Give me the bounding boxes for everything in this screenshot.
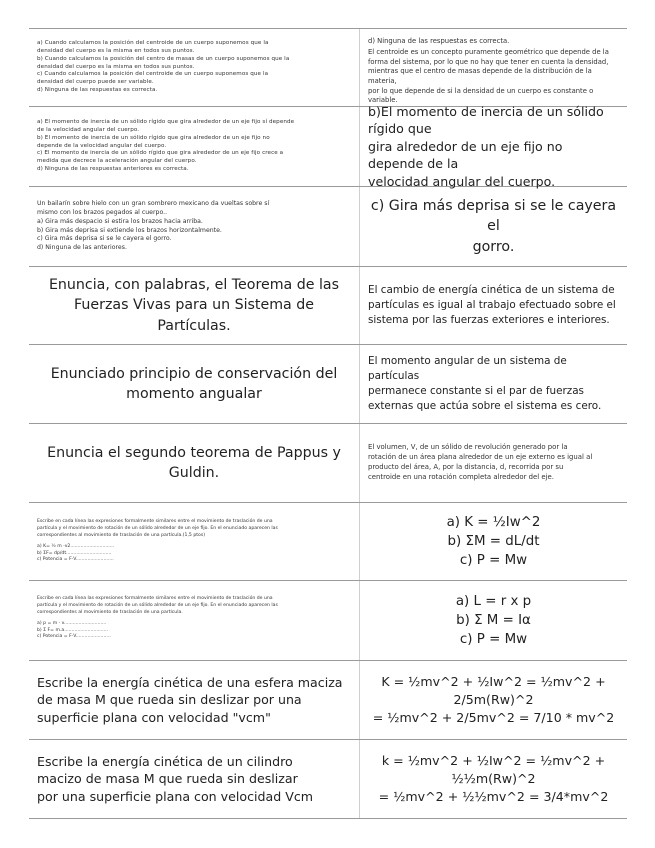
question-line: c) El momento de inercia de un sólido rígido que gira alrededor de un eje fijo crece a <box>37 150 284 157</box>
answer-line: por lo que depende de si la densidad de un cuerpo es constante o variable. <box>368 86 594 105</box>
answer-cell <box>360 267 627 344</box>
flashcard <box>29 267 627 344</box>
question-line: densidad del cuerpo es la misma en todos sus puntos. <box>37 63 195 70</box>
question-line: momento angualar <box>126 386 262 402</box>
question-line: a) Cuando calculamos la posición del centroide de un cuerpo suponemos que la <box>37 39 269 46</box>
question-line: Escribe en cada línea las expresiones formalmente similares entre el movimiento de traslación de una <box>37 519 273 524</box>
question-line: a) El momento de inercia de un sólido rígido que gira alrededor de un eje fijo sí depende <box>37 118 295 125</box>
flashcard <box>29 104 627 189</box>
answer-line: b) Σ M = Iα <box>456 612 531 628</box>
answer-line: c) Gira más deprisa si se le cayera el <box>370 198 617 235</box>
question-line: b) Gira más deprisa si extiende los brazos horizontalmente. <box>37 226 222 234</box>
answer-line: a) K = ½Iw^2 <box>446 514 541 530</box>
question-item: b) ΣF= dp/dt............................... <box>37 550 112 556</box>
question-line: medida que decrece la aceleración angular del cuerpo. <box>37 158 197 165</box>
question-line: Enuncia el segundo teorema de Pappus y <box>47 444 341 461</box>
question-line: Enuncia, con palabras, el Teorema de las <box>48 277 340 294</box>
question-line: depende de la velocidad angular del cuerpo. <box>37 142 167 149</box>
question-line: b) El momento de inercia de un sólido rígido que gira alrededor de un eje fijo no <box>37 134 270 141</box>
answer-cell <box>360 345 627 423</box>
question-line: densidad del cuerpo es la misma en todos sus puntos. <box>37 47 195 54</box>
answer-cell <box>360 187 627 266</box>
question-line: a) Gira más despacio si estira los brazos hacia arriba. <box>37 217 203 225</box>
question-line: Fuerzas Vivas para un Sistema de <box>74 297 314 314</box>
question-cell <box>29 107 359 186</box>
answer-line: a) L = r x p <box>455 593 532 609</box>
question-line: densidad del cuerpo puede ser variable. <box>37 79 154 86</box>
question-item: b) Σ F= m.a.............................. <box>37 627 109 633</box>
answer-line: = ½mv^2 + 2/5mv^2 = 7/10 * mv^2 <box>372 710 615 726</box>
answer-line: forma del sistema, por lo que no hay que tener en cuenta la densidad, <box>368 57 609 66</box>
answer-cell <box>360 104 627 189</box>
answer-line: b) ΣM = dL/dt <box>447 533 540 549</box>
answer-line: partículas es igual al trabajo efectuado sobre el <box>368 298 616 311</box>
question-line: d) Ninguna de las anteriores. <box>37 244 127 252</box>
answer-cell <box>360 581 627 660</box>
answer-cell <box>360 503 627 580</box>
flashcard <box>29 424 627 502</box>
question-line: Un bailarín sobre hielo con un gran sombrero mexicano da vueltas sobre sí <box>37 200 270 208</box>
answer-line: rotación de un área plana alrededor de un eje externo es igual al <box>368 453 593 462</box>
question-cell <box>29 740 359 818</box>
question-line: Partículas. <box>157 317 231 334</box>
question-cell <box>29 345 359 423</box>
answer-line: K = ½mv^2 + ½Iw^2 = ½mv^2 + 2/5m(Rw)^2 <box>381 673 606 707</box>
answer-line: gira alrededor de un eje fijo no depende de la <box>368 138 563 172</box>
answer-line: = ½mv^2 + ½½mv^2 = 3/4*mv^2 <box>378 789 609 805</box>
answer-cell <box>360 661 627 739</box>
question-line: c) Cuando calculamos la posición del centroide de un cuerpo suponemos que la <box>37 71 269 78</box>
question-cell <box>29 503 359 580</box>
answer-line: permanece constante si el par de fuerzas <box>368 385 584 397</box>
answer-line: externas que actúa sobre el sistema es cero. <box>368 400 602 413</box>
answer-cell <box>360 29 627 106</box>
question-line: de masa M que rueda sin deslizar por una <box>37 692 302 708</box>
question-line: Guldin. <box>168 465 220 481</box>
answer-line: centroide en una rotación completa alrededor del eje. <box>368 472 554 481</box>
question-line: mismo con los brazos pegados al cuerpo.. <box>37 208 168 216</box>
flashcard <box>29 581 627 660</box>
question-line: Enunciado principio de conservación del <box>50 365 338 382</box>
question-line: por una superficie plana con velocidad Vcm <box>37 788 314 804</box>
question-cell <box>29 661 359 739</box>
answer-line: El volumen, V, de un sólido de revolución generado por la <box>368 443 568 452</box>
question-line: correspondientes al movimiento de traslación de una partícula.(1,5 ptos) <box>37 532 206 538</box>
question-line: Escribe la energía cinética de un cilindro <box>37 753 293 769</box>
question-line: Escribe en cada línea las expresiones formalmente similares entre el movimiento de traslación de una <box>37 596 273 601</box>
flashcard <box>29 29 627 106</box>
answer-line: El cambio de energía cinética de un sistema de <box>368 283 615 296</box>
answer-cell <box>360 424 627 502</box>
question-line: c) Gira más deprisa si se le cayera el gorro. <box>37 235 172 243</box>
answer-line: c) P = Mw <box>459 632 528 648</box>
question-item: c) Potencia = F·V........................ <box>37 634 111 640</box>
answer-line: gorro. <box>472 238 515 255</box>
answer-line: k = ½mv^2 + ½Iw^2 = ½mv^2 + ½½m(Rw)^2 <box>381 752 606 786</box>
question-cell <box>29 581 359 660</box>
flashcard <box>29 661 627 739</box>
question-line: d) Ninguna de las respuestas es correcta. <box>37 87 158 94</box>
question-line: b) Cuando calculamos la posición del centro de masas de un cuerpo suponemos que la <box>37 55 290 62</box>
answer-line: c) P = Mw <box>459 553 528 569</box>
question-item: a) K= ½ m ·v2.............................. <box>37 543 115 549</box>
question-line: d) Ninguna de las respuestas anteriores es correcta. <box>37 166 189 173</box>
question-line: macizo de masa M que rueda sin deslizar <box>37 771 298 787</box>
answer-line: sistema por las fuerzas exteriores e interiores. <box>368 314 610 327</box>
row-divider <box>29 818 627 819</box>
answer-line: El centroide es un concepto puramente geométrico que depende de la <box>368 48 609 57</box>
answer-line: producto del área, A, por la distancia, d, recorrida por su <box>368 463 564 471</box>
answer-line: b)El momento de inercia de un sólido rígido que <box>368 104 604 137</box>
question-item: a) p = m · v............................. <box>37 620 107 626</box>
question-item: c) Potencia = F·V.......................... <box>37 557 114 563</box>
question-cell <box>29 29 359 106</box>
question-line: partícula y el movimiento de rotación de un sólido alrededor de un eje fijo. En el enunciado aparecen las <box>37 525 278 531</box>
answer-title: d) Ninguna de las respuestas es correcta. <box>368 37 510 45</box>
question-cell <box>29 424 359 502</box>
question-line: correspondientes al movimiento de traslación de una partícula. <box>37 609 183 615</box>
flashcard <box>29 187 627 266</box>
question-line: partícula y el movimiento de rotación de un sólido alrededor de un eje fijo. En el enunciado aparecen las <box>37 602 278 608</box>
question-line: Escribe la energía cinética de una esfera maciza <box>37 674 343 690</box>
flashcard <box>29 740 627 818</box>
answer-cell <box>360 740 627 818</box>
answer-line: El momento angular de un sistema de partículas <box>368 354 567 382</box>
question-line: superficie plana con velocidad "vcm" <box>37 709 271 725</box>
question-cell <box>29 187 359 266</box>
question-cell <box>29 267 359 344</box>
answer-line: mientras que el centro de masas depende de la distribución de la materia, <box>368 67 592 86</box>
answer-line: velocidad angular del cuerpo. <box>368 173 556 189</box>
flashcard <box>29 345 627 423</box>
question-line: de la velocidad angular del cuerpo. <box>37 126 140 133</box>
flashcard <box>29 503 627 580</box>
